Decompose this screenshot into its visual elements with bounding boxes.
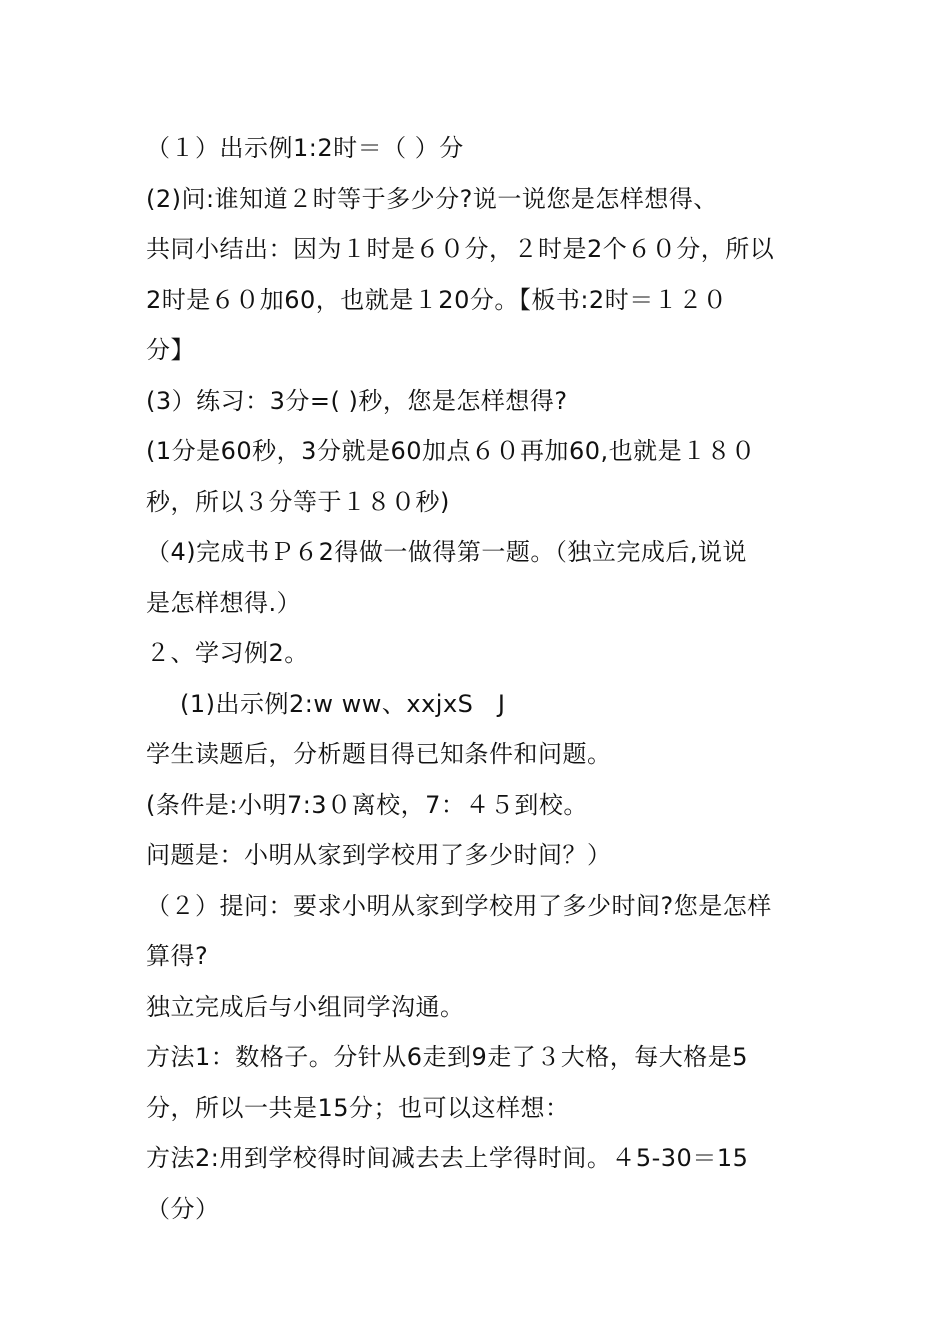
text-line: 分】 xyxy=(146,336,195,364)
text-line: 方法1：数格子。分针从6走到9走了３大格，每大格是5 xyxy=(146,1043,749,1071)
text-line: 算得? xyxy=(146,942,209,970)
section-heading: ２、学习例2。 xyxy=(146,639,309,667)
document-body xyxy=(146,123,806,1234)
text-line: 共同小结出：因为１时是６０分，２时是2个６０分，所以 xyxy=(146,235,775,263)
text-line: 是怎样想得.） xyxy=(146,588,302,617)
text-line: （１）出示例1:2时＝（ ）分 xyxy=(146,134,464,162)
text-line: 2时是６０加60，也就是１20分。【板书:2时＝１２０ xyxy=(146,285,728,314)
text-line: 学生读题后，分析题目得已知条件和问题。 xyxy=(146,740,612,768)
text-line: (3）练习：3分=( )秒，您是怎样想得? xyxy=(146,386,568,415)
text-line: （4)完成书Ｐ６2得做一做得第一题。（独立完成后,说说 xyxy=(146,538,748,566)
text-line: (1)出示例2:w ww、xxjxS J xyxy=(180,689,506,718)
text-line: 分，所以一共是15分；也可以这样想： xyxy=(146,1093,570,1122)
text-line: （２）提问：要求小明从家到学校用了多少时间?您是怎样 xyxy=(146,891,772,920)
text-line: 秒，所以３分等于１８０秒) xyxy=(146,487,450,516)
text-line: 独立完成后与小组同学沟通。 xyxy=(146,992,465,1021)
text-line: (2)问:谁知道２时等于多少分?说一说您是怎样想得、 xyxy=(146,184,718,213)
text-line: 方法2:用到学校得时间减去去上学得时间。４5-30＝15 xyxy=(146,1144,749,1172)
text-line: （分） xyxy=(146,1194,220,1223)
text-line: 问题是：小明从家到学校用了多少时间？） xyxy=(146,841,612,869)
text-line: (条件是:小明7:3０离校，7：４５到校。 xyxy=(146,790,588,819)
text-line: (1分是60秒，3分就是60加点６０再加60,也就是１８０ xyxy=(146,437,756,465)
